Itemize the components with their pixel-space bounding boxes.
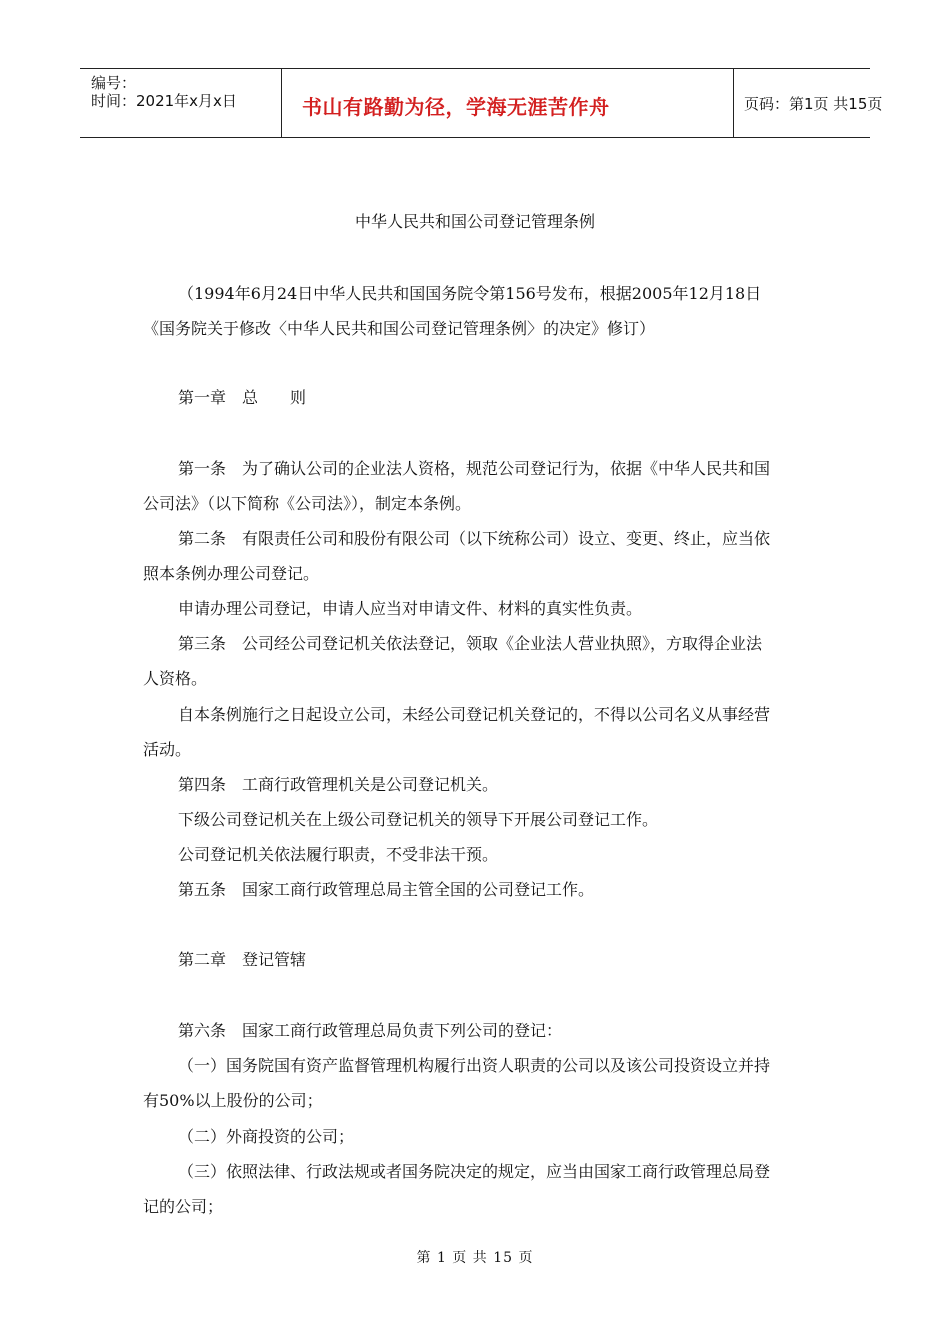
article-line: 第六条 国家工商行政管理总局负责下列公司的登记： (178, 1021, 563, 1040)
document-title: 中华人民共和国公司登记管理条例 (354, 212, 595, 231)
article-line: 第四条 工商行政管理机关是公司登记机关。 (178, 775, 499, 794)
article-line: 第一条 为了确认公司的企业法人资格，规范公司登记行为，依据《中华人民共和国 (178, 459, 771, 478)
preamble-line: 《国务院关于修改〈中华人民共和国公司登记管理条例〉的决定》修订） (143, 319, 656, 338)
chapter-heading: 第一章 总 则 (178, 388, 307, 407)
page-footer: 第 1 页 共 15 页 (416, 1250, 534, 1266)
article-line: 活动。 (143, 740, 192, 759)
article-line: 第五条 国家工商行政管理总局主管全国的公司登记工作。 (178, 880, 595, 899)
article-line: 下级公司登记机关在上级公司登记机关的领导下开展公司登记工作。 (178, 810, 659, 829)
preamble-line: （1994年6月24日中华人民共和国国务院令第156号发布，根据2005年12月18日 (178, 284, 762, 303)
article-line: 申请办理公司登记，申请人应当对申请文件、材料的真实性负责。 (178, 599, 643, 618)
article-line: 照本条例办理公司登记。 (143, 564, 320, 583)
article-line: 自本条例施行之日起设立公司，未经公司登记机关登记的，不得以公司名义从事经营 (178, 705, 771, 724)
motto: 书山有路勤为径，学海无涯苦作舟 (302, 95, 610, 119)
article-line: （一）国务院国有资产监督管理机构履行出资人职责的公司以及该公司投资设立并持 (178, 1056, 771, 1075)
article-line: 公司法》（以下简称《公司法》），制定本条例。 (143, 494, 472, 513)
header-meta-cell (80, 69, 282, 137)
article-line: 人资格。 (143, 669, 208, 688)
header-table (80, 68, 883, 138)
article-line: 公司登记机关依法履行职责，不受非法干预。 (178, 845, 499, 864)
article-line: 记的公司； (143, 1197, 224, 1216)
article-line: 第二条 有限责任公司和股份有限公司（以下统称公司）设立、变更、终止，应当依 (178, 529, 771, 548)
article-line: （二）外商投资的公司； (178, 1127, 355, 1146)
chapter-heading: 第二章 登记管辖 (178, 950, 307, 969)
page-info: 页码：第1页 共15页 (744, 95, 883, 113)
article-line: 第三条 公司经公司登记机关依法登记，领取《企业法人营业执照》，方取得企业法 (178, 634, 763, 653)
article-line: 有50%以上股份的公司； (143, 1091, 323, 1110)
header-page-cell (734, 69, 883, 137)
time-label: 时间：2021年x月x日 (91, 92, 237, 110)
article-line: （三）依照法律、行政法规或者国务院决定的规定，应当由国家工商行政管理总局登 (178, 1162, 771, 1181)
number-label: 编号： (91, 74, 137, 92)
header-motto-cell (282, 69, 734, 137)
